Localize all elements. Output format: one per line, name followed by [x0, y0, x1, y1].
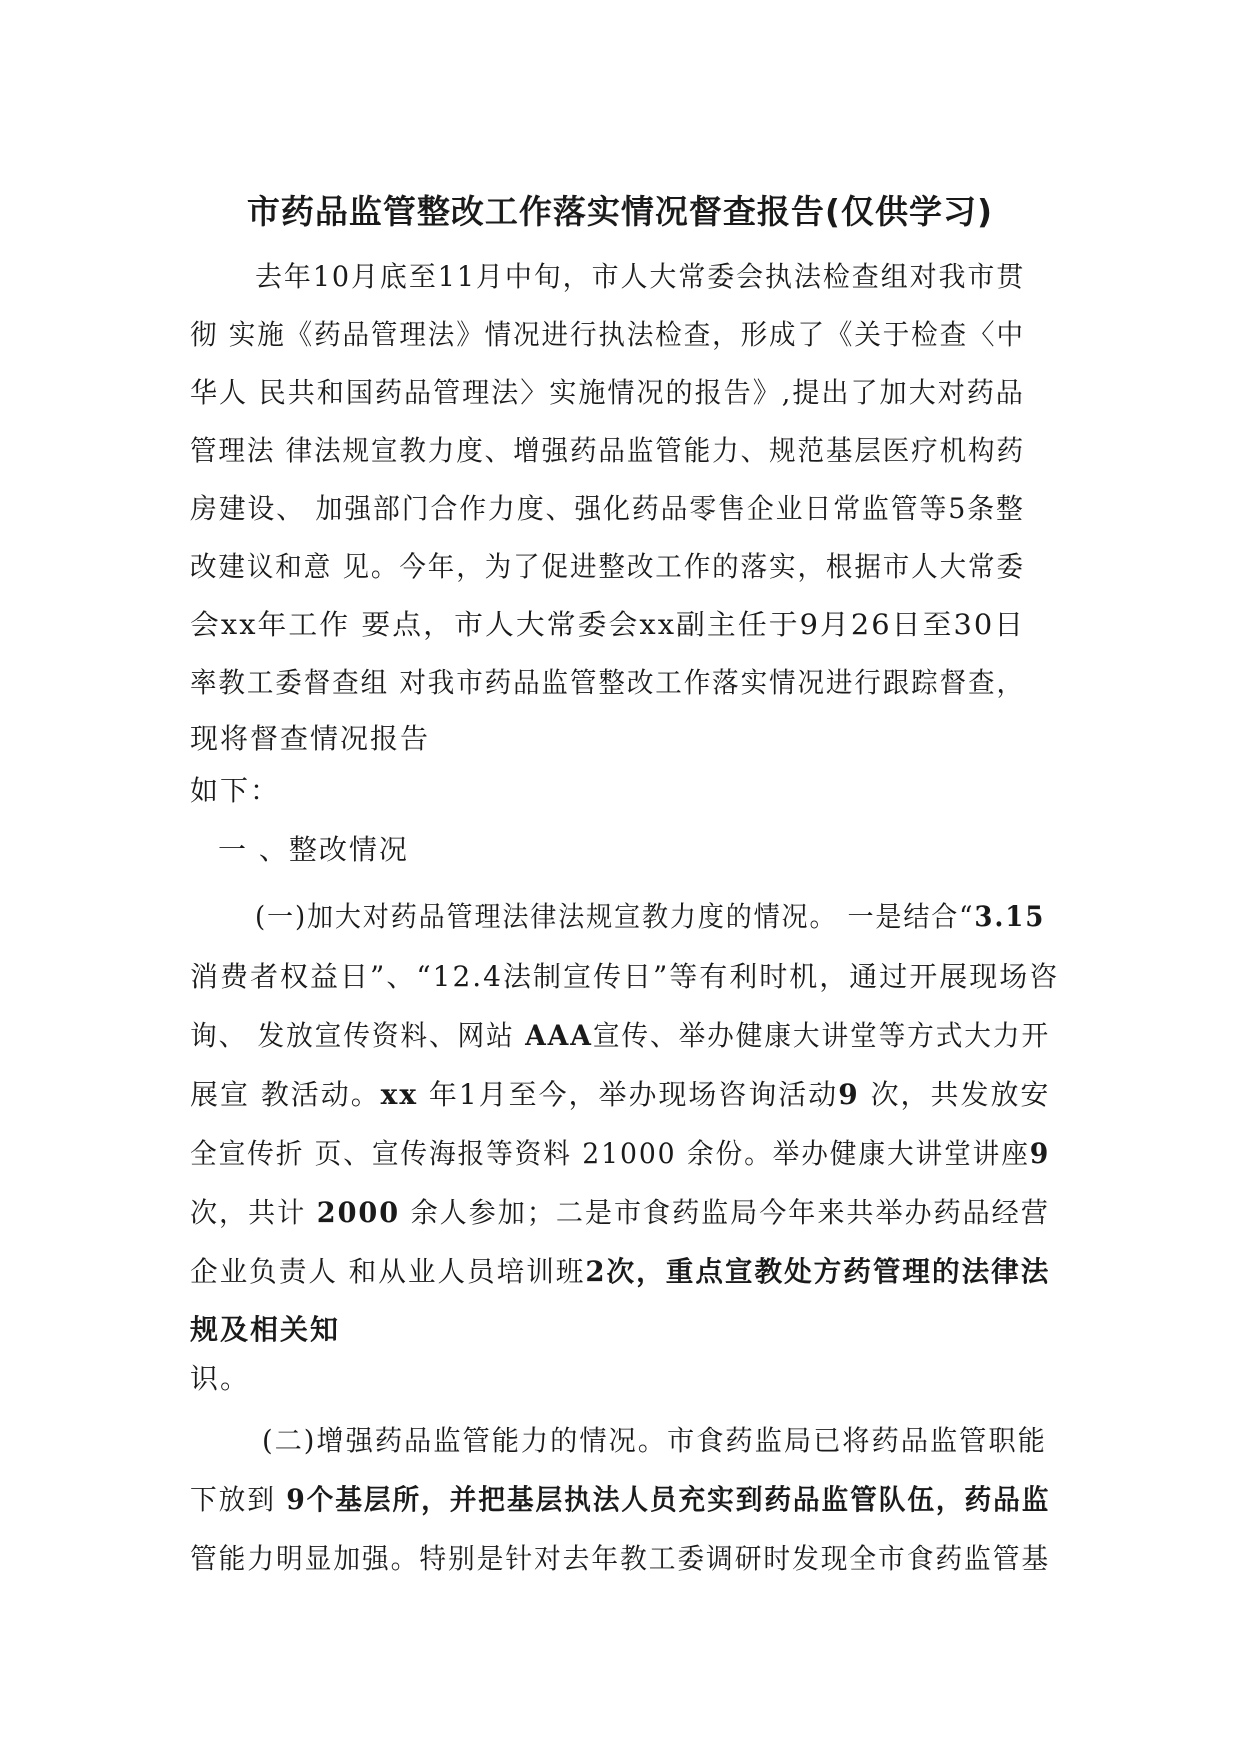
- bold-text-run: 规及相关知: [190, 1313, 341, 1346]
- text-run: 下放到: [190, 1483, 287, 1516]
- text-run: (二)增强药品监管能力的情况。市食药监局已将药品监管职能: [262, 1424, 1047, 1457]
- paragraph-line: [190, 663, 1025, 703]
- text-run: 询、 发放宣传资料、网站: [190, 1019, 526, 1052]
- text-run: 展宣 教活动。: [190, 1078, 381, 1111]
- paragraph-line: [190, 719, 430, 759]
- paragraph-line: [190, 431, 1025, 471]
- paragraph-line: [190, 489, 1025, 529]
- text-run: 管理法 律法规宣教力度、增强药品监管能力、规范基层医疗机构药: [190, 434, 1025, 467]
- paragraph-line: [255, 897, 1045, 937]
- text-run: 次，共计: [190, 1196, 317, 1229]
- paragraph-line: [190, 1193, 1050, 1233]
- paragraph-line: [190, 315, 1025, 355]
- paragraph-line: [190, 1075, 1050, 1115]
- text-run: 年1月至今，举办现场咨询活动: [418, 1078, 839, 1111]
- bold-text-run: 9: [838, 1078, 860, 1111]
- paragraph-line: [190, 957, 1059, 997]
- paragraph-line: [190, 1252, 1050, 1292]
- paragraph-line: [255, 257, 1025, 297]
- text-run: 去年10月底至11月中旬，市人大常委会执法检查组对我市贯: [255, 260, 1026, 293]
- bold-text-run: xx: [380, 1078, 419, 1111]
- paragraph-line: [190, 547, 1025, 587]
- text-run: 消费者权益日”、“12.4法制宣传日”等有利时机，通过开展现场咨: [190, 960, 1060, 993]
- paragraph-line: [190, 373, 1025, 413]
- text-run: 宣传、举办健康大讲堂等方式大力开: [592, 1019, 1051, 1052]
- text-run: 会xx年工作 要点，市人大常委会xx副主任于9月26日至30日: [190, 608, 1026, 641]
- paragraph-line: [190, 1016, 1050, 1056]
- text-run: 全宣传折 页、宣传海报等资料 21000 余份。举办健康大讲堂讲座: [190, 1137, 1030, 1170]
- bold-text-run: 2次，重点宣教处方药管理的法律法: [585, 1255, 1051, 1288]
- paragraph-line: [190, 1480, 1050, 1520]
- text-run: 率教工委督查组 对我市药品监管整改工作落实情况进行跟踪督查，: [190, 666, 1025, 699]
- text-run: 现将督查情况报告: [190, 722, 431, 755]
- paragraph-line: [262, 1421, 1047, 1461]
- text-run: 改建议和意 见。今年，为了促进整改工作的落实，根据市人大常委: [190, 550, 1025, 583]
- text-run: 房建设、 加强部门合作力度、强化药品零售企业日常监管等5条整: [190, 492, 1025, 525]
- paragraph-line: [190, 1310, 340, 1350]
- bold-text-run: 2000: [316, 1196, 401, 1229]
- document-title: 市药品监管整改工作落实情况督查报告(仅供学习): [246, 192, 994, 231]
- paragraph-line: [190, 605, 1025, 645]
- text-run: 华人 民共和国药品管理法〉实施情况的报告》,提出了加大对药品: [190, 376, 1025, 409]
- text-run: 彻 实施《药品管理法》情况进行执法检查，形成了《关于检查〈中: [190, 318, 1025, 351]
- text-run: 企业负责人 和从业人员培训班: [190, 1255, 586, 1288]
- paragraph-line: [190, 1359, 250, 1399]
- text-run: 识。: [190, 1362, 251, 1395]
- paragraph-line: [190, 1539, 1050, 1579]
- paragraph-line: [190, 1134, 1050, 1174]
- paragraph-line: [218, 830, 409, 870]
- bold-text-run: 3.15: [974, 900, 1046, 933]
- text-run: 如下：: [190, 774, 281, 807]
- bold-text-run: 9: [1029, 1137, 1051, 1170]
- text-run: (一)加大对药品管理法律法规宣教力度的情况。 一是结合“: [255, 900, 975, 933]
- text-run: 管能力明显加强。特别是针对去年教工委调研时发现全市食药监管基: [190, 1542, 1051, 1575]
- bold-text-run: 9个基层所，并把基层执法人员充实到药品监管队伍，药品监: [286, 1483, 1051, 1516]
- text-run: 次，共发放安: [859, 1078, 1051, 1111]
- text-run: 一 、整改情况: [218, 833, 409, 866]
- bold-text-run: AAA: [525, 1019, 593, 1052]
- text-run: 余人参加；二是市食药监局今年来共举办药品经营: [400, 1196, 1050, 1229]
- paragraph-line: [190, 771, 280, 811]
